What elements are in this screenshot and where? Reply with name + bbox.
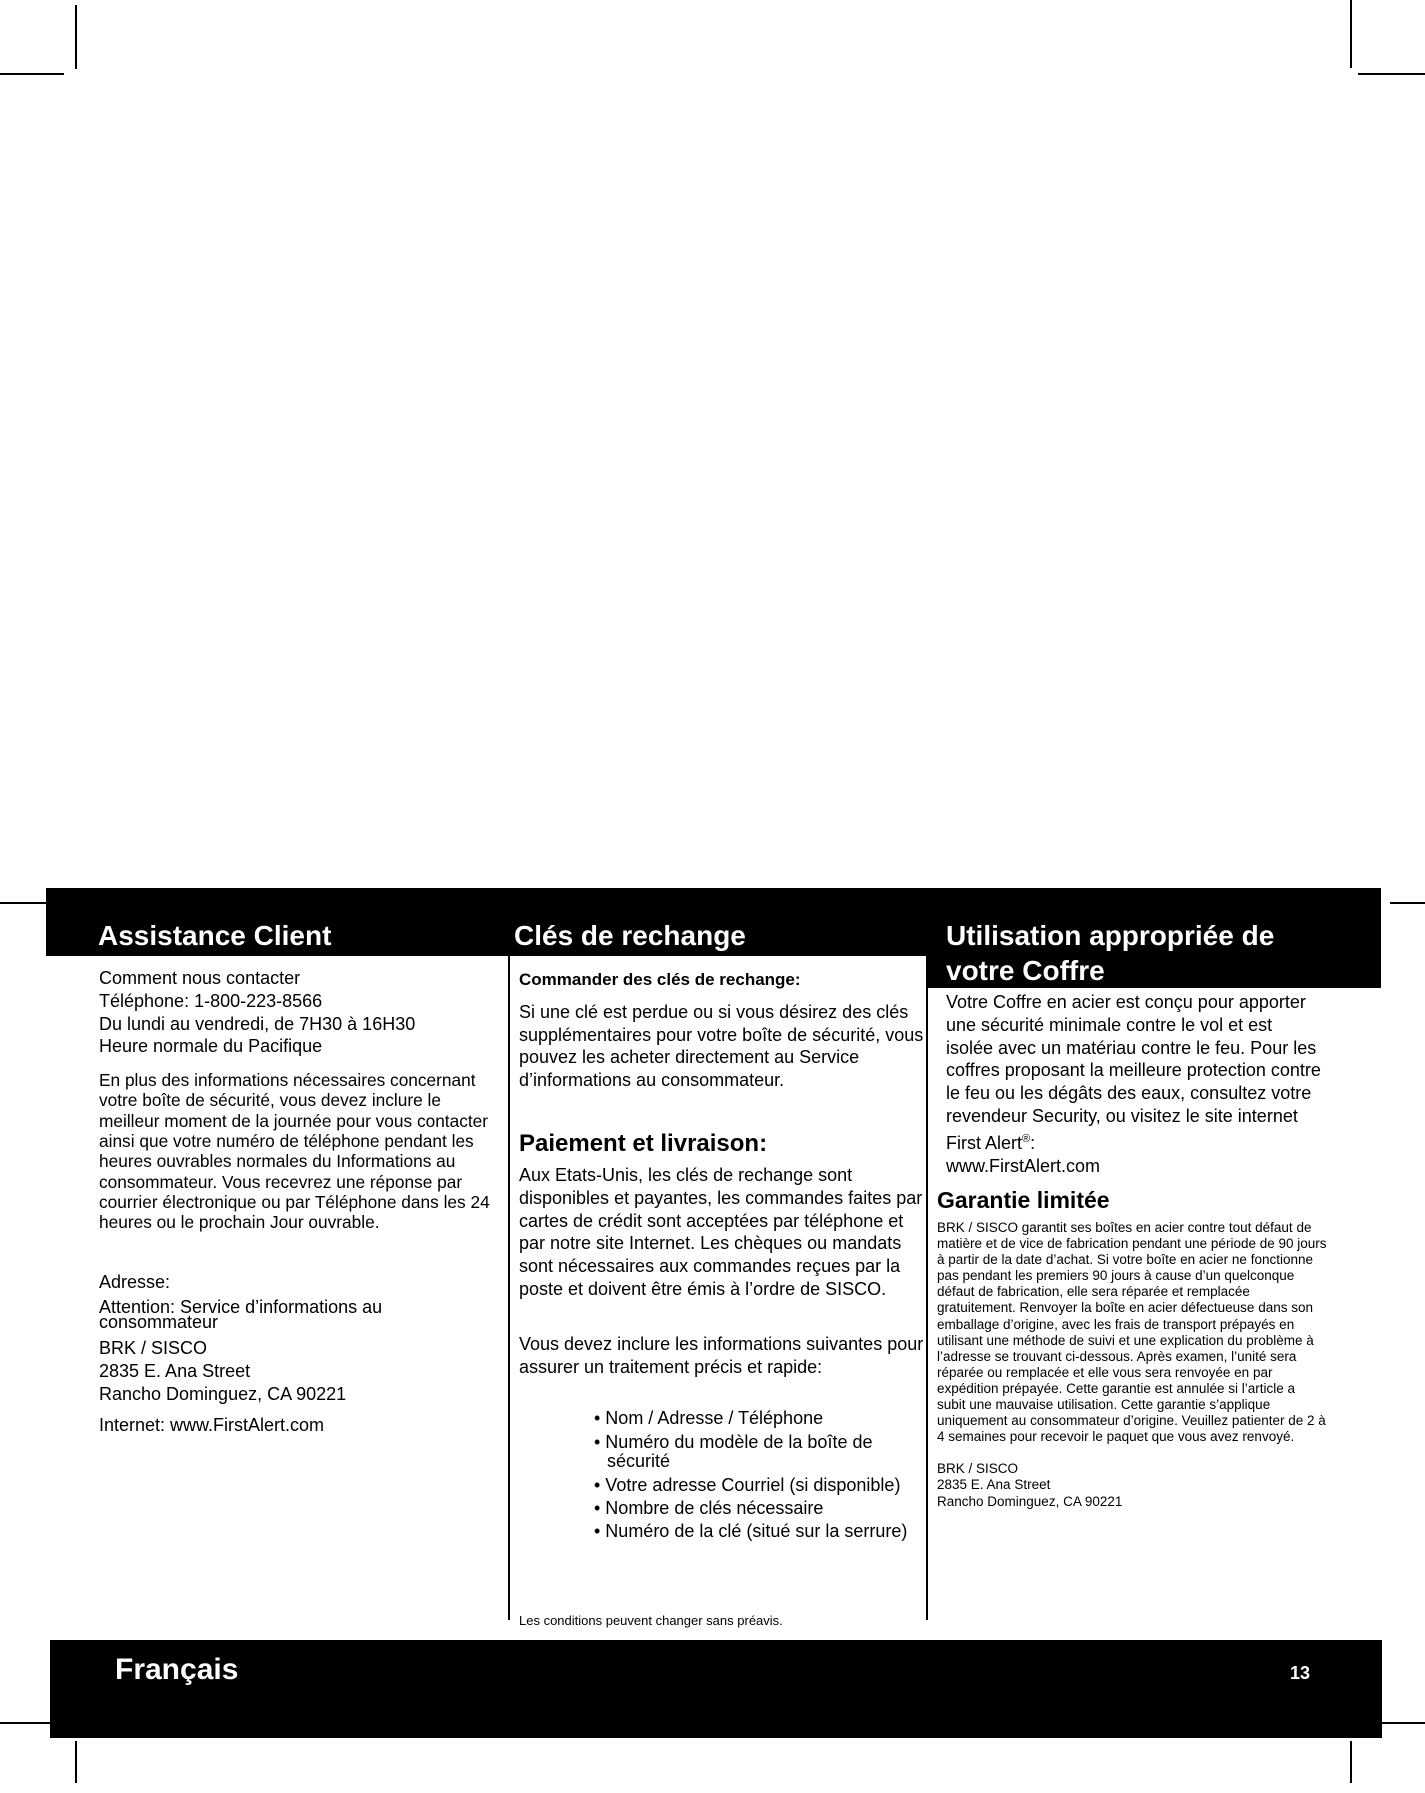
address-attention: Attention: Service d’informations au consommateur [99, 1297, 383, 1333]
warranty-address-line: 2835 E. Ana Street [937, 1477, 1051, 1493]
payment-text: Aux Etats-Unis, les clés de rechange sont disponibles et payantes, les commandes faites par cartes de crédit sont acceptées par téléphone et par notre site Internet. Les chèques ou mandats sont nécessaires aux commandes reçues par la poste et doivent être émis à l’ordre de SISCO. [519, 1164, 923, 1299]
address-line: 2835 E. Ana Street [99, 1361, 251, 1382]
replacement-keys-column [519, 969, 924, 1628]
registered-mark: ® [1022, 1132, 1031, 1145]
address-line: Rancho Dominguez, CA 90221 [99, 1383, 347, 1404]
usage-text-colon: : [1030, 1132, 1036, 1153]
warranty-address-line: BRK / SISCO [937, 1461, 1019, 1477]
crop-mark [0, 1722, 50, 1724]
crop-mark [0, 73, 64, 75]
section-title-assistance: Assistance Client [98, 920, 332, 951]
order-keys-text: Si une clé est perdue ou si vous désirez des clés supplémentaires pour votre boîte de sécurité, vous pouvez les acheter directement au Service d’informations au consommateur. [519, 1001, 924, 1091]
customer-assistance-column [99, 967, 499, 1437]
business-hours: Du lundi au vendredi, de 7H30 à 16H30 [99, 1013, 416, 1034]
list-item: • Nom / Adresse / Téléphone [594, 1408, 824, 1429]
crop-mark [1350, 1741, 1352, 1783]
page-number: 13 [1290, 1663, 1311, 1683]
payment-title: Paiement et livraison: [519, 1129, 768, 1157]
column-divider [926, 956, 928, 1620]
address-label: Adresse: [99, 1271, 171, 1292]
crop-mark [1390, 902, 1425, 904]
include-text: Vous devez inclure les informations suivantes pour assurer un traitement précis et rapide: [519, 1333, 924, 1377]
footer-language: Français [115, 1653, 239, 1686]
phone-number: Téléphone: 1-800-223-8566 [99, 990, 323, 1011]
crop-mark [1358, 73, 1425, 75]
contact-paragraph: En plus des informations nécessaires concernant votre boîte de sécurité, vous devez inclure le meilleur moment de la journée pour vous contacter ainsi que votre numéro de téléphone pendant les heures ouvrables normales du Informations au consommateur. Vous recevrez une réponse par courrier électronique ou par Téléphone dans les 24 heures ou le prochain Jour ouvrable. [99, 1070, 490, 1233]
section-title-usage [946, 918, 1274, 988]
list-item: • Numéro de la clé (situé sur la serrure) [594, 1520, 908, 1541]
warranty-text: BRK / SISCO garantit ses boîtes en acier contre tout défaut de matière et de vice de fabrication pendant une période de 90 jours à partir de la date d’achat. Si votre boîte en acier ne fonctionne pas pendant les premiers 90 jours à cause d’un quelconque défaut de fabrication, elle sera réparée et remplacée gratuitement. Renvoyer la boîte en acier défectueuse dans son emballage d’origine, avec les frais de transport prépayés en utilisant une méthode de suivi et une explication du problème à l’adresse se trouvant ci-dessous. Après examen, l’unité sera réparée ou remplacée et elle vous sera renvoyée en par expédition prépayée. Cette garantie est annulée si l’article a subit une mauvaise utilisation. Cette garantie s’applique uniquement au consommateur d’origine. Veuillez patienter de 2 à 4 semaines pour recevoir le paquet que vous avez renvoyé. [937, 1220, 1327, 1445]
warranty-address-line: Rancho Dominguez, CA 90221 [937, 1493, 1123, 1509]
crop-mark [0, 902, 46, 904]
timezone: Heure normale du Pacifique [99, 1036, 323, 1057]
footer-band [50, 1640, 1382, 1738]
contact-title: Comment nous contacter [99, 968, 301, 988]
order-keys-title: Commander des clés de rechange: [519, 970, 801, 989]
conditions-note: Les conditions peuvent changer sans préavis. [519, 1613, 783, 1628]
required-info-list [594, 1407, 924, 1542]
section-title-keys: Clés de rechange [514, 920, 746, 951]
crop-mark [1382, 1722, 1425, 1724]
internet-link: Internet: www.FirstAlert.com [99, 1414, 325, 1435]
section-title-usage-line2: votre Coffre [946, 955, 1105, 986]
usage-column [946, 991, 1321, 1177]
usage-text [946, 991, 1321, 1155]
list-item: • Votre adresse Courriel (si disponible) [594, 1475, 901, 1496]
crop-mark [75, 5, 77, 69]
list-item: • Nombre de clés nécessaire [594, 1497, 824, 1518]
usage-url: www.FirstAlert.com [946, 1155, 1101, 1176]
crop-mark [75, 1741, 77, 1783]
warranty-column [937, 1186, 1327, 1510]
column-divider [508, 956, 510, 1620]
list-item: • Numéro du modèle de la boîte de sécurité [594, 1432, 873, 1472]
warranty-title: Garantie limitée [937, 1187, 1110, 1213]
address-line: BRK / SISCO [99, 1338, 208, 1359]
section-title-usage-line1: Utilisation appropriée de [946, 920, 1275, 951]
usage-text-main: Votre Coffre en acier est conçu pour apporter une sécurité minimale contre le vol et est isolée avec un matériau contre le feu. Pour les coffres proposant la meilleure protection contre le feu ou les dégâts des eaux, consultez votre revendeur Security, ou visitez le site internet First Alert [946, 992, 1321, 1153]
crop-mark [1350, 0, 1352, 68]
